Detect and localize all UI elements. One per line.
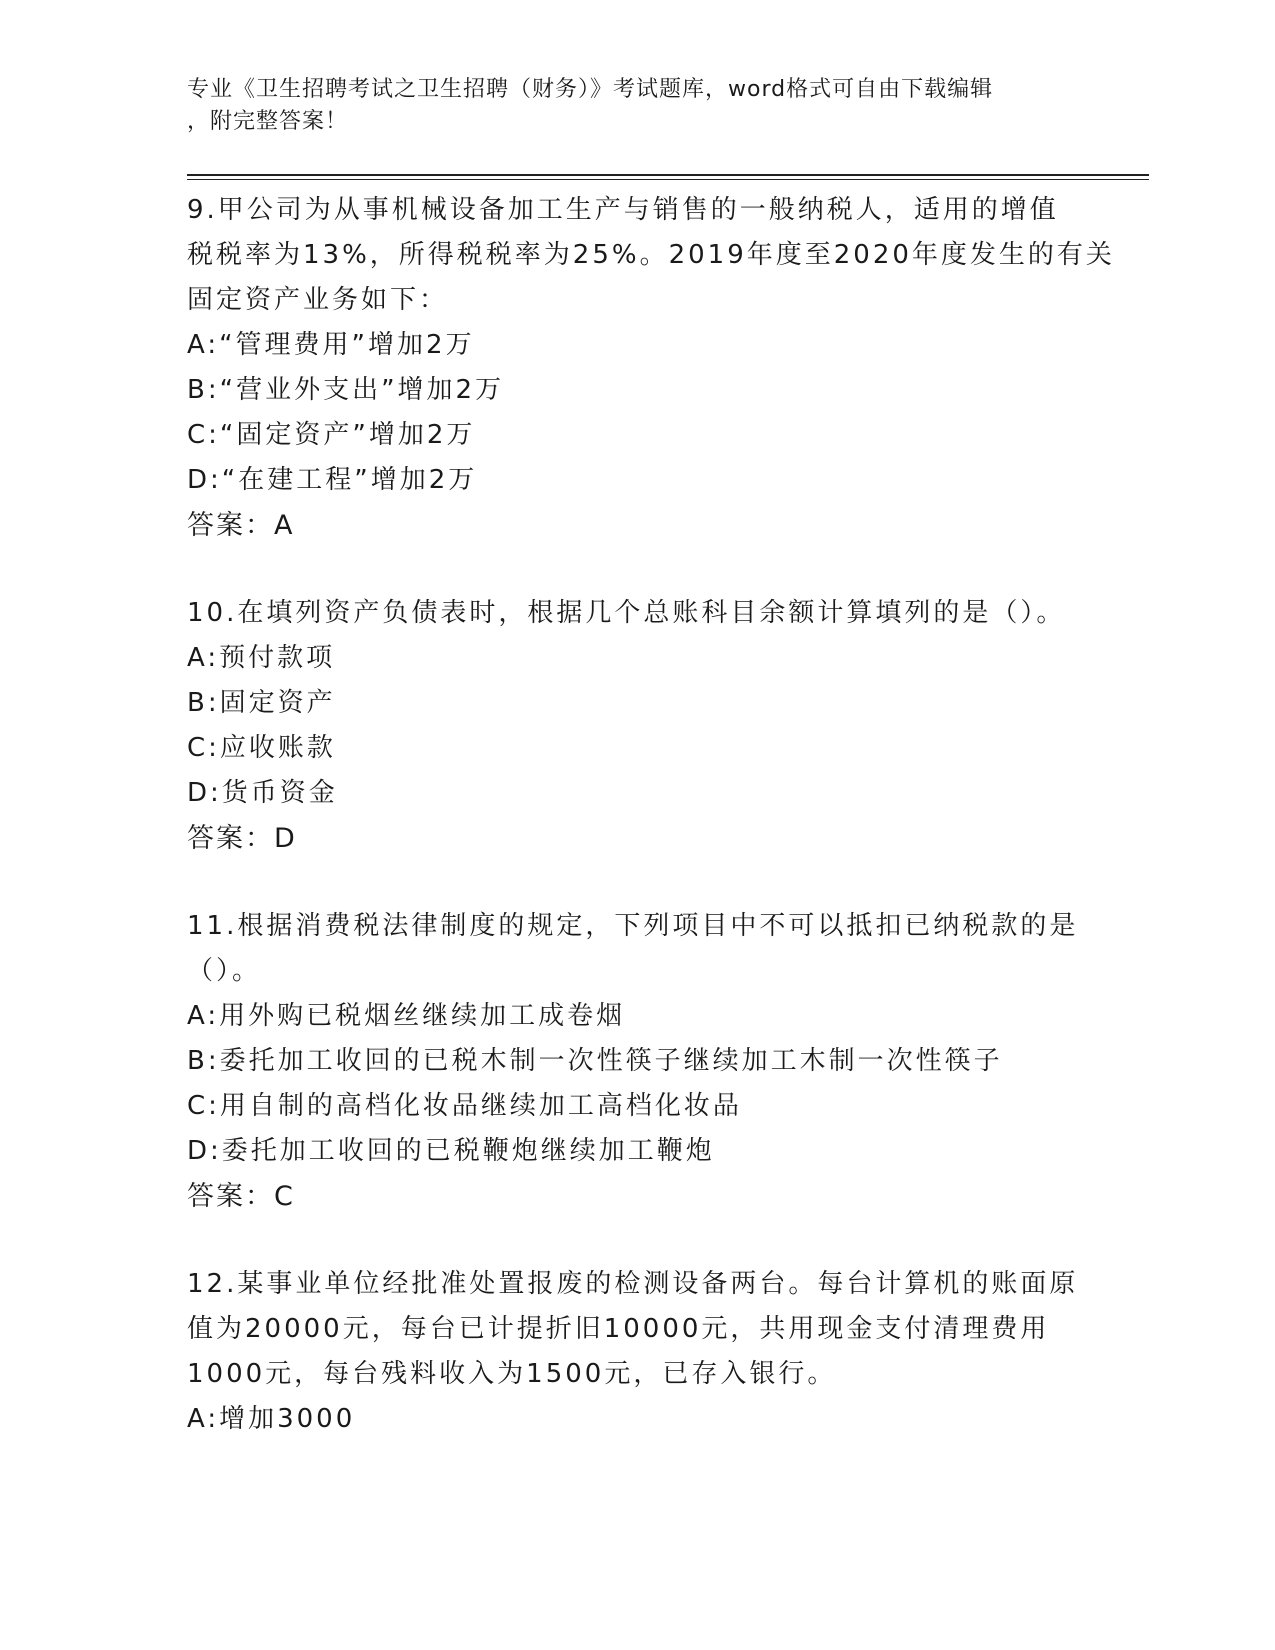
question-12 xyxy=(187,1262,1087,1442)
question-stem-line: 11.根据消费税法律制度的规定，下列项目中不可以抵扣已纳税款的是 xyxy=(187,911,1079,941)
question-9 xyxy=(187,188,1115,548)
option-c: C:用自制的高档化妆品继续加工高档化妆品 xyxy=(187,1091,742,1121)
option-d: D:“在建工程”增加2万 xyxy=(187,465,478,495)
answer-line: 答案：D xyxy=(187,823,297,854)
option-a: A:“管理费用”增加2万 xyxy=(187,330,475,360)
option-c: C:应收账款 xyxy=(187,733,336,763)
question-spacer xyxy=(187,1219,1087,1262)
option-a: A:预付款项 xyxy=(187,643,336,673)
question-spacer xyxy=(187,861,1087,904)
option-b: B:委托加工收回的已税木制一次性筷子继续加工木制一次性筷子 xyxy=(187,1046,1003,1076)
question-stem-line: 1000元，每台残料收入为1500元，已存入银行。 xyxy=(187,1359,837,1389)
header-divider-thin xyxy=(187,179,1149,180)
option-b: B:“营业外支出”增加2万 xyxy=(187,375,505,405)
question-stem-line: 9.甲公司为从事机械设备加工生产与销售的一般纳税人，适用的增值 xyxy=(187,195,1059,225)
header-line-2: ，附完整答案！ xyxy=(187,109,349,134)
option-c: C:“固定资产”增加2万 xyxy=(187,420,476,450)
option-a: A:用外购已税烟丝继续加工成卷烟 xyxy=(187,1001,626,1031)
question-10 xyxy=(187,591,1087,861)
header-divider xyxy=(187,174,1149,176)
question-stem-line: 税税率为13%，所得税税率为25%。2019年度至2020年度发生的有关 xyxy=(187,240,1115,270)
document-header xyxy=(187,74,1067,138)
question-stem-line: （）。 xyxy=(187,956,262,986)
question-11 xyxy=(187,904,1087,1219)
answer-line: 答案：C xyxy=(187,1181,295,1212)
option-d: D:货币资金 xyxy=(187,778,338,808)
header-line-1: 专业《卫生招聘考试之卫生招聘（财务）》考试题库，word格式可自由下载编辑 xyxy=(187,77,994,102)
option-b: B:固定资产 xyxy=(187,688,336,718)
question-stem-line: 10.在填列资产负债表时，根据几个总账科目余额计算填列的是（）。 xyxy=(187,598,1066,628)
question-stem-line: 固定资产业务如下： xyxy=(187,285,449,315)
question-spacer xyxy=(187,548,1087,591)
option-d: D:委托加工收回的已税鞭炮继续加工鞭炮 xyxy=(187,1136,715,1166)
question-list xyxy=(187,188,1115,1442)
option-a: A:增加3000 xyxy=(187,1404,356,1434)
question-stem-line: 12.某事业单位经批准处置报废的检测设备两台。每台计算机的账面原 xyxy=(187,1269,1079,1299)
answer-line: 答案：A xyxy=(187,510,295,541)
question-stem-line: 值为20000元，每台已计提折旧10000元，共用现金支付清理费用 xyxy=(187,1314,1050,1344)
